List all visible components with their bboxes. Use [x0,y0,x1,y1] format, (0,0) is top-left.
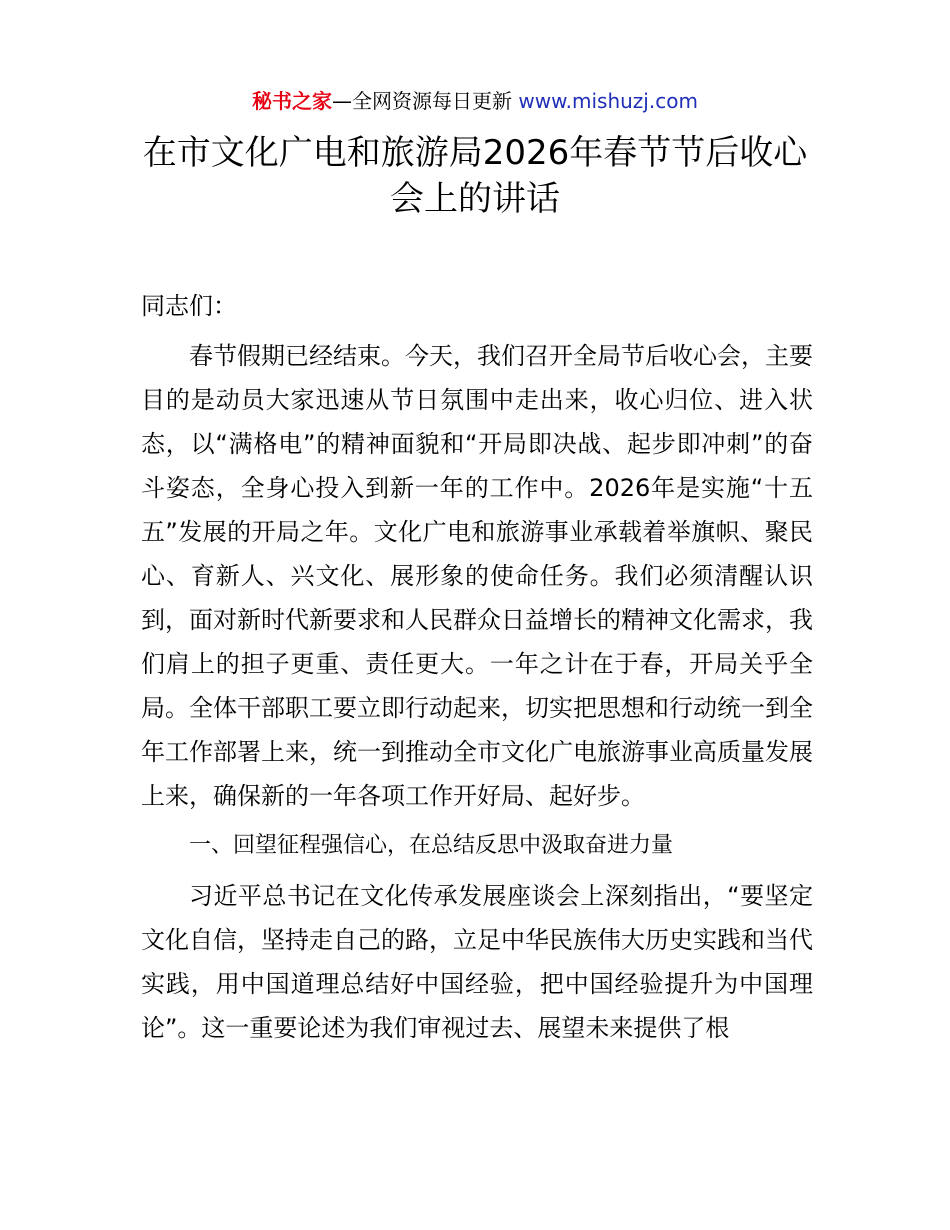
header-tagline: —全网资源每日更新 [332,89,519,113]
paragraph-section-1: 习近平总书记在文化传承发展座谈会上深刻指出，“要坚定文化自信，坚持走自己的路，立足中华民族伟大历史实践和当代实践，用中国道理总结好中国经验，把中国经验提升为中国理论”。这一重要论述为我们审视过去、展望未来提供了根 [141,882,813,1042]
site-url-link[interactable]: www.mishuzj.com [518,89,698,113]
paragraph-intro: 春节假期已经结束。今天，我们召开全局节后收心会，主要目的是动员大家迅速从节日氛围中走出来，收心归位、进入状态，以“满格电”的精神面貌和“开局即决战、起步即冲刺”的奋斗姿态，全身心投入到新一年的工作中。2026年是实施“十五五”发展的开局之年。文化广电和旅游事业承载着举旗帜、聚民心、育新人、兴文化、展形象的使命任务。我们必须清醒认识到，面对新时代新要求和人民群众日益增长的精神文化需求，我们肩上的担子更重、责任更大。一年之计在于春，开局关乎全局。全体干部职工要立即行动起来，切实把思想和行动统一到全年工作部署上来，统一到推动全市文化广电旅游事业高质量发展上来，确保新的一年各项工作开好局、起好步。 [141,342,813,810]
site-header [0,86,950,116]
salutation: 同志们： [141,292,237,320]
document-title: 在市文化广电和旅游局2026年春节节后收心会上的讲话 [142,133,808,219]
section-heading: 一、回望征程强信心，在总结反思中汲取奋进力量 [189,833,674,858]
document-body [141,284,813,1056]
brand-name: 秘书之家 [252,89,333,113]
